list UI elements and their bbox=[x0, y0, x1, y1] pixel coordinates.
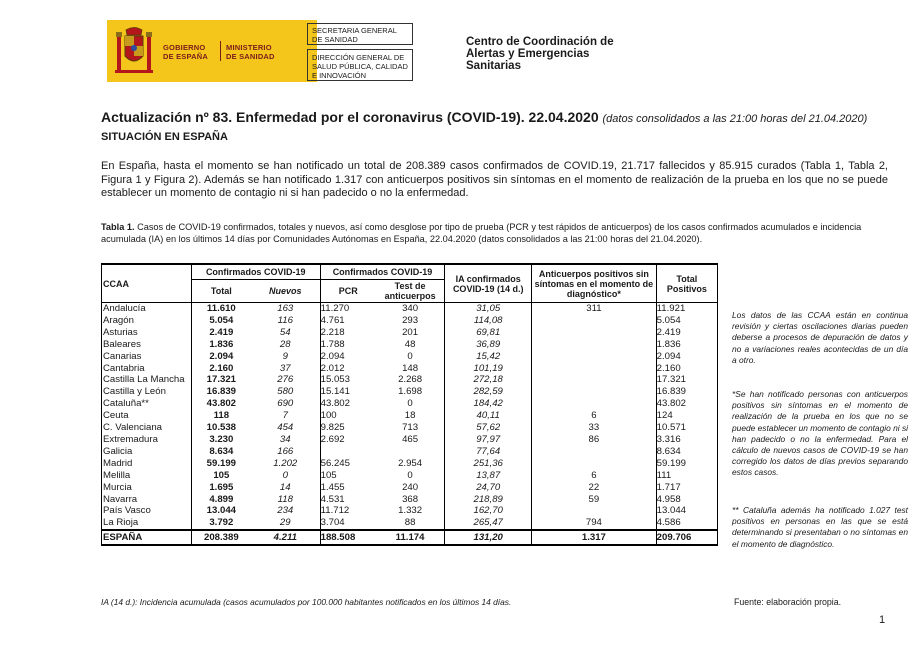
cell-anticuerpos bbox=[532, 363, 657, 375]
cell-anticuerpos: 86 bbox=[532, 434, 657, 446]
cell-ia: 101,19 bbox=[445, 363, 532, 375]
cell-pcr: 15.053 bbox=[320, 374, 350, 386]
cell-ia: 31,05 bbox=[445, 303, 532, 315]
cell-total: 2.160 bbox=[209, 362, 234, 374]
cell-test: 2.954 bbox=[376, 458, 445, 470]
cell-ccaa: Castilla y León bbox=[102, 386, 192, 398]
cell-ccaa: La Rioja bbox=[102, 517, 192, 530]
cell-total: 59.199 bbox=[206, 457, 237, 469]
cell-ccaa: Extremadura bbox=[102, 434, 192, 446]
cell-ccaa: Aragón bbox=[102, 315, 192, 327]
table-row bbox=[102, 458, 718, 470]
cell-anticuerpos: 6 bbox=[532, 410, 657, 422]
cell-pcr: 11.270 bbox=[320, 303, 376, 315]
cell-pcr: 100 bbox=[320, 410, 337, 422]
cell-test: 48 bbox=[376, 339, 445, 351]
side-note: Los datos de las CCAA están en continua revisión y ciertas oscilaciones diarias pueden deberse a procesos de depuración de datos y no a variaciones reales acontecidas de un día a otro. bbox=[732, 310, 908, 365]
cell-pcr: 105 bbox=[320, 469, 337, 481]
cell-ccaa: Asturias bbox=[102, 327, 192, 339]
summary-paragraph: En España, hasta el momento se han notificado un total de 208.389 casos confirmados de COVID.19, 21.717 fallecidos y 85.915 curados (Tabla 1, Tabla 2, Figura 1 y Figura 2). Además se han notificado 1.317 con anticuerpos positivos sin síntomas en el momento de realización de la prueba en los que no se puede establecer un momento de contagio ni si han padecido o no la enfermedad. bbox=[101, 160, 888, 199]
cell-positivos: 16.839 bbox=[656, 386, 717, 398]
cell-nuevos: 690 bbox=[251, 398, 320, 410]
cell-pcr: 2.094 bbox=[320, 350, 345, 362]
cell-nuevos: 7 bbox=[251, 410, 320, 422]
cell-ia: 97,97 bbox=[445, 434, 532, 446]
ia-footnote: IA (14 d.): Incidencia acumulada (casos acumulados por 100.000 habitantes notificados en los últimos 14 días. bbox=[101, 597, 512, 607]
cell-total: 17.321 bbox=[206, 374, 237, 386]
cell-ia: 184,42 bbox=[445, 398, 532, 410]
ministry-label: MINISTERIO DE SANIDAD bbox=[226, 43, 275, 61]
cell-nuevos: 29 bbox=[251, 517, 320, 530]
cell-anticuerpos: 1.317 bbox=[532, 530, 657, 545]
cell-total: 1.836 bbox=[209, 338, 234, 350]
gov-label: GOBIERNO DE ESPAÑA bbox=[163, 43, 209, 61]
secretaria-box: SECRETARIA GENERAL DE SANIDAD bbox=[307, 23, 413, 45]
cell-nuevos: 28 bbox=[251, 339, 320, 351]
cell-nuevos: 0 bbox=[251, 470, 320, 482]
cell-positivos: 5.054 bbox=[656, 315, 717, 327]
cell-nuevos: 34 bbox=[251, 434, 320, 446]
table-row bbox=[102, 363, 718, 375]
cell-ccaa: País Vasco bbox=[102, 505, 192, 517]
cell-test: 0 bbox=[376, 398, 445, 410]
cell-ia: 77,64 bbox=[445, 446, 532, 458]
coat-of-arms-icon bbox=[114, 26, 154, 76]
centro-label: Centro de Coordinación de Alertas y Emergencias Sanitarias bbox=[466, 36, 614, 72]
cell-anticuerpos bbox=[532, 315, 657, 327]
col-ia: IA confirmados COVID-19 (14 d.) bbox=[445, 264, 532, 303]
table-row bbox=[102, 494, 718, 506]
cell-positivos: 2.094 bbox=[656, 351, 717, 363]
cell-positivos: 11.921 bbox=[656, 303, 717, 315]
covid-table bbox=[101, 263, 718, 546]
cell-nuevos: 14 bbox=[251, 482, 320, 494]
cell-positivos: 1.717 bbox=[656, 482, 717, 494]
cell-nuevos: 1.202 bbox=[251, 458, 320, 470]
cell-nuevos: 234 bbox=[251, 505, 320, 517]
cell-test: 0 bbox=[376, 351, 445, 363]
table-row bbox=[102, 374, 718, 386]
cell-ccaa: Galicia bbox=[102, 446, 192, 458]
cell-anticuerpos bbox=[532, 339, 657, 351]
cell-anticuerpos bbox=[532, 351, 657, 363]
cell-ia: 15,42 bbox=[445, 351, 532, 363]
divider bbox=[220, 41, 221, 61]
cell-pcr: 2.218 bbox=[320, 326, 345, 338]
cell-ccaa: ESPAÑA bbox=[102, 530, 192, 545]
cell-total: 2.419 bbox=[209, 326, 234, 338]
section-heading: SITUACIÓN EN ESPAÑA bbox=[101, 131, 228, 143]
cell-anticuerpos: 33 bbox=[532, 422, 657, 434]
cell-total: 13.044 bbox=[206, 505, 237, 517]
cell-pcr: 9.825 bbox=[320, 422, 345, 434]
cell-nuevos: 37 bbox=[251, 363, 320, 375]
cell-positivos: 59.199 bbox=[656, 458, 717, 470]
cell-nuevos: 580 bbox=[251, 386, 320, 398]
cell-test: 340 bbox=[376, 303, 445, 315]
col-confirmados-2: Confirmados COVID-19 bbox=[320, 264, 445, 280]
cell-ia: 13,87 bbox=[445, 470, 532, 482]
cell-ia: 272,18 bbox=[445, 374, 532, 386]
cell-test: 293 bbox=[376, 315, 445, 327]
cell-ia: 40,11 bbox=[445, 410, 532, 422]
cell-test: 11.174 bbox=[376, 530, 445, 545]
cell-nuevos: 4.211 bbox=[251, 530, 320, 545]
cell-test: 368 bbox=[376, 494, 445, 506]
cell-total: 8.634 bbox=[209, 445, 234, 457]
cell-ccaa: Ceuta bbox=[102, 410, 192, 422]
cell-pcr: 4.531 bbox=[320, 493, 345, 505]
cell-pcr: 15.141 bbox=[320, 386, 350, 398]
cell-test bbox=[376, 446, 445, 458]
cell-positivos: 10.571 bbox=[656, 422, 717, 434]
cell-positivos: 111 bbox=[656, 470, 717, 482]
cell-positivos: 209.706 bbox=[656, 530, 717, 545]
cell-total: 11.610 bbox=[191, 303, 251, 315]
cell-pcr: 43.802 bbox=[320, 398, 350, 410]
cell-pcr bbox=[320, 446, 376, 458]
cell-ccaa: Melilla bbox=[102, 470, 192, 482]
cell-positivos: 13.044 bbox=[656, 505, 717, 517]
cell-ia: 162,70 bbox=[445, 505, 532, 517]
cell-pcr: 2.012 bbox=[320, 362, 345, 374]
cell-anticuerpos: 794 bbox=[532, 517, 657, 530]
col-nuevos: Nuevos bbox=[251, 280, 320, 303]
col-confirmados: Confirmados COVID-19 bbox=[191, 264, 320, 280]
direccion-box: DIRECCIÓN GENERAL DE SALUD PÚBLICA, CALIDAD E INNOVACIÓN bbox=[307, 49, 413, 81]
cell-ccaa: Andalucía bbox=[102, 303, 192, 315]
cell-ccaa: Navarra bbox=[102, 494, 192, 506]
cell-total: 118 bbox=[213, 410, 230, 422]
cell-total: 105 bbox=[213, 469, 230, 481]
cell-total: 3.792 bbox=[209, 517, 234, 529]
table-row bbox=[102, 386, 718, 398]
cell-anticuerpos bbox=[532, 374, 657, 386]
cell-ia: 24,70 bbox=[445, 482, 532, 494]
cell-nuevos: 54 bbox=[251, 327, 320, 339]
col-anticuerpos: Anticuerpos positivos sin síntomas en el momento de diagnóstico* bbox=[532, 264, 657, 303]
cell-test: 88 bbox=[376, 517, 445, 530]
cell-total: 5.054 bbox=[209, 314, 234, 326]
cell-anticuerpos bbox=[532, 458, 657, 470]
cell-ccaa: Cataluña** bbox=[102, 398, 192, 410]
cell-ccaa: Murcia bbox=[102, 482, 192, 494]
cell-positivos: 2.419 bbox=[656, 327, 717, 339]
cell-positivos: 2.160 bbox=[656, 363, 717, 375]
source-note: Fuente: elaboración propia. bbox=[734, 597, 842, 607]
cell-ia: 57,62 bbox=[445, 422, 532, 434]
table-row bbox=[102, 470, 718, 482]
cell-ia: 251,36 bbox=[445, 458, 532, 470]
table-row bbox=[102, 434, 718, 446]
cell-nuevos: 454 bbox=[251, 422, 320, 434]
cell-ia: 114,08 bbox=[445, 315, 532, 327]
col-test: Test de anticuerpos bbox=[376, 280, 445, 303]
cell-pcr: 56.245 bbox=[320, 457, 350, 469]
cell-test: 240 bbox=[376, 482, 445, 494]
cell-nuevos: 163 bbox=[251, 303, 320, 315]
cell-nuevos: 118 bbox=[251, 494, 320, 506]
table-row bbox=[102, 422, 718, 434]
cell-ccaa: Baleares bbox=[102, 339, 192, 351]
cell-anticuerpos: 311 bbox=[532, 303, 657, 315]
cell-pcr: 1.455 bbox=[320, 481, 345, 493]
cell-anticuerpos bbox=[532, 446, 657, 458]
cell-anticuerpos bbox=[532, 398, 657, 410]
table-row bbox=[102, 303, 718, 315]
cell-test: 201 bbox=[376, 327, 445, 339]
cell-nuevos: 166 bbox=[251, 446, 320, 458]
cell-test: 1.698 bbox=[376, 386, 445, 398]
cell-test: 713 bbox=[376, 422, 445, 434]
cell-positivos: 8.634 bbox=[656, 446, 717, 458]
cell-total: 43.802 bbox=[206, 398, 237, 410]
cell-positivos: 1.836 bbox=[656, 339, 717, 351]
table-caption: Tabla 1. Casos de COVID-19 confirmados, totales y nuevos, así como desglose por tipo de prueba (PCR y test rápidos de anticuerpos) de los casos confirmados acumulados e incidencia acumulada (IA) en los últimos 14 días por Comunidades Autónomas en España, 22.04.2020 (datos consolidados a las 21:00 horas del 21.04.2020). bbox=[101, 222, 862, 244]
cell-positivos: 43.802 bbox=[656, 398, 717, 410]
cell-ia: 36,89 bbox=[445, 339, 532, 351]
cell-pcr: 2.692 bbox=[320, 433, 345, 445]
cell-positivos: 4.586 bbox=[656, 517, 717, 530]
total-row bbox=[102, 530, 718, 545]
col-total: Total bbox=[210, 286, 232, 296]
page-title: Actualización nº 83. Enfermedad por el coronavirus (COVID-19). 22.04.2020 (datos consolidados a las 21:00 horas del 21.04.2020) bbox=[101, 109, 868, 125]
cell-total: 1.695 bbox=[209, 481, 234, 493]
cell-anticuerpos: 59 bbox=[532, 494, 657, 506]
cell-nuevos: 276 bbox=[251, 374, 320, 386]
side-note: *Se han notificado personas con anticuerpos positivos sin síntomas en el momento de realización de la prueba en los que no se puede establecer un momento de contagio ni si han padecido o no la enfermedad. Para el cálculo de nuevos casos de COVID-19 se han corregido los datos de días previos separando estos casos. bbox=[732, 389, 908, 478]
cell-total: 10.538 bbox=[206, 422, 237, 434]
cell-total: 4.899 bbox=[209, 493, 234, 505]
cell-test: 148 bbox=[376, 363, 445, 375]
cell-anticuerpos bbox=[532, 386, 657, 398]
cell-pcr: 4.761 bbox=[320, 314, 345, 326]
cell-test: 0 bbox=[376, 470, 445, 482]
cell-ccaa: Canarias bbox=[102, 351, 192, 363]
cell-ia: 131,20 bbox=[445, 530, 532, 545]
cell-ia: 282,59 bbox=[445, 386, 532, 398]
cell-test: 465 bbox=[376, 434, 445, 446]
cell-positivos: 17.321 bbox=[656, 374, 717, 386]
cell-pcr: 1.788 bbox=[320, 338, 345, 350]
cell-positivos: 3.316 bbox=[656, 434, 717, 446]
cell-anticuerpos: 22 bbox=[532, 482, 657, 494]
cell-pcr: 188.508 bbox=[320, 530, 376, 545]
table-row bbox=[102, 505, 718, 517]
cell-total: 2.094 bbox=[209, 350, 234, 362]
cell-ccaa: Madrid bbox=[102, 458, 192, 470]
cell-nuevos: 9 bbox=[251, 351, 320, 363]
cell-positivos: 124 bbox=[656, 410, 717, 422]
cell-positivos: 4.958 bbox=[656, 494, 717, 506]
table-row bbox=[102, 351, 718, 363]
table-row bbox=[102, 410, 718, 422]
side-note: ** Cataluña además ha notificado 1.027 test positivos en personas en las que se está determinando si presentaban o no síntomas en el momento de diagnóstico. bbox=[732, 505, 908, 549]
cell-ia: 218,89 bbox=[445, 494, 532, 506]
table-row bbox=[102, 315, 718, 327]
cell-anticuerpos bbox=[532, 327, 657, 339]
cell-ccaa: Castilla La Mancha bbox=[102, 374, 192, 386]
table-row bbox=[102, 398, 718, 410]
cell-nuevos: 116 bbox=[251, 315, 320, 327]
cell-anticuerpos: 6 bbox=[532, 470, 657, 482]
table-row bbox=[102, 339, 718, 351]
cell-test: 1.332 bbox=[376, 505, 445, 517]
cell-ia: 69,81 bbox=[445, 327, 532, 339]
col-pcr: PCR bbox=[338, 286, 358, 296]
cell-total: 16.839 bbox=[206, 386, 237, 398]
cell-ccaa: Cantabria bbox=[102, 363, 192, 375]
cell-test: 18 bbox=[376, 410, 445, 422]
table-row bbox=[102, 327, 718, 339]
cell-ccaa: C. Valenciana bbox=[102, 422, 192, 434]
cell-pcr: 3.704 bbox=[320, 517, 345, 529]
cell-total: 3.230 bbox=[209, 433, 234, 445]
page-number: 1 bbox=[879, 614, 886, 626]
cell-pcr: 11.712 bbox=[320, 505, 350, 517]
cell-anticuerpos bbox=[532, 505, 657, 517]
cell-ia: 265,47 bbox=[445, 517, 532, 530]
title-note: (datos consolidados a las 21:00 horas del 21.04.2020) bbox=[602, 113, 868, 125]
col-ccaa: CCAA bbox=[102, 264, 192, 303]
table-row bbox=[102, 482, 718, 494]
table-row bbox=[102, 517, 718, 530]
cell-total: 208.389 bbox=[191, 530, 251, 545]
col-positivos: Total Positivos bbox=[656, 264, 717, 303]
cell-test: 2.268 bbox=[376, 374, 445, 386]
table-row bbox=[102, 446, 718, 458]
